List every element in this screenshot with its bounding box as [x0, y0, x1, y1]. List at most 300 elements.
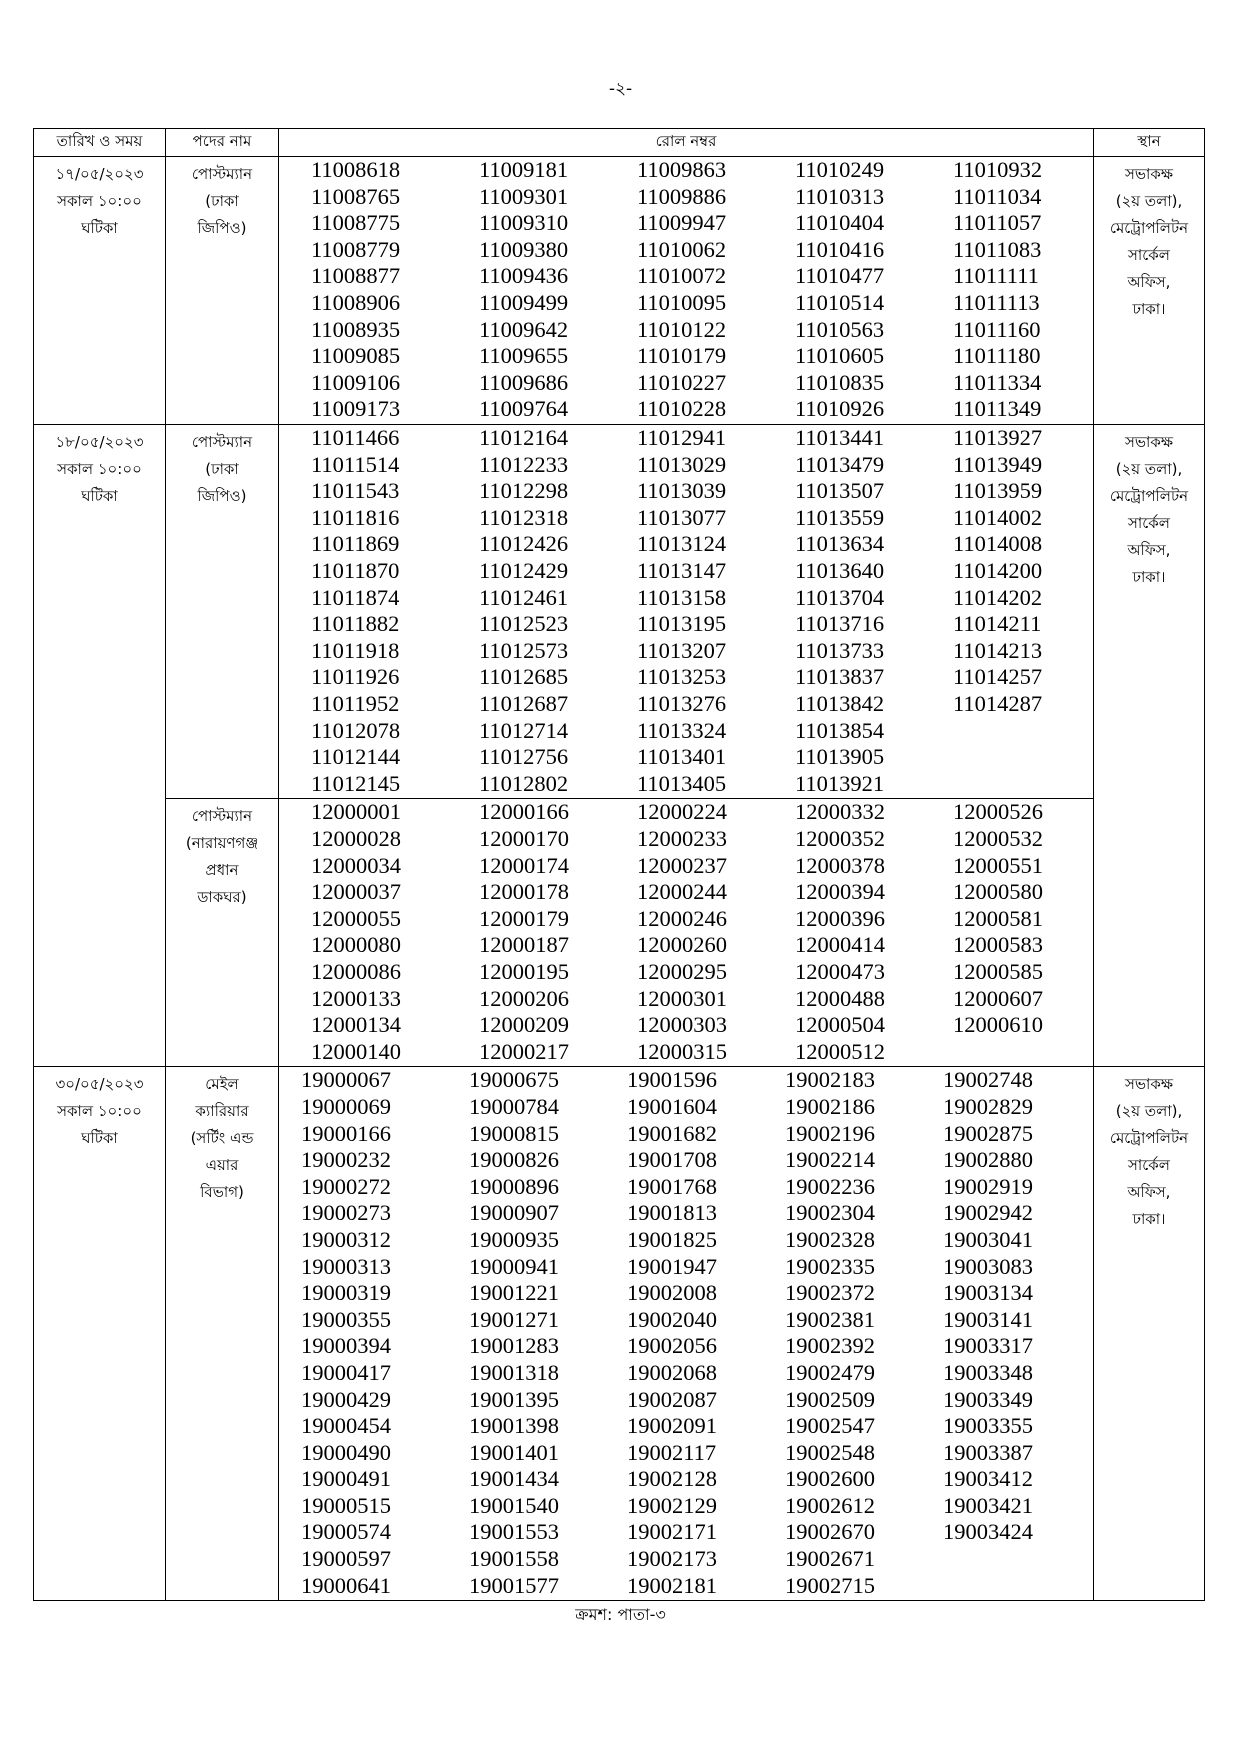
roll-number: 19002748: [943, 1067, 1033, 1093]
roll-number: 19002181: [627, 1572, 717, 1598]
roll-column: [311, 799, 401, 1065]
roll-number: 11010095: [637, 289, 727, 315]
roll-number: 19000232: [301, 1147, 391, 1173]
exam-time-unit: ঘটিকা: [81, 219, 118, 237]
roll-number: 12000233: [637, 825, 727, 851]
roll-number: 19001682: [627, 1120, 717, 1146]
venue-line: মেট্রোপলিটন: [1109, 1129, 1189, 1148]
roll-number: 11008906: [311, 289, 401, 315]
roll-number: 11009499: [479, 289, 569, 315]
roll-number: 12000133: [311, 985, 401, 1011]
roll-number: 11012145: [311, 770, 401, 796]
roll-number: 11008618: [311, 157, 401, 182]
header-roll-number: রোল নম্বর: [279, 129, 1094, 157]
roll-number: 19002186: [785, 1093, 875, 1119]
roll-number: 11014213: [953, 637, 1043, 663]
post-name-cell: [166, 1067, 279, 1601]
roll-number: 12000080: [311, 932, 401, 958]
roll-number: 11011874: [311, 584, 400, 610]
roll-number: 19001825: [627, 1226, 717, 1252]
roll-number: 11012318: [479, 504, 569, 530]
roll-number: 11010404: [795, 210, 885, 236]
roll-column: [479, 425, 568, 797]
roll-number: 19001434: [469, 1466, 559, 1492]
page-number: -২-: [608, 79, 633, 99]
exam-date: ৩০/০৫/২০২৩: [55, 1075, 144, 1094]
roll-number: 12000170: [479, 825, 569, 851]
roll-number: 11009436: [479, 263, 569, 289]
roll-number: 19002091: [627, 1413, 717, 1439]
roll-number: 19002128: [627, 1466, 717, 1492]
roll-number: 11012685: [479, 664, 569, 690]
roll-number: 12000166: [479, 799, 569, 825]
roll-number: 11013640: [795, 557, 885, 583]
roll-number: 19000597: [301, 1546, 391, 1572]
venue-line: সভাকক্ষ: [1124, 165, 1174, 183]
roll-number: 11010062: [637, 236, 727, 262]
roll-number: 19003349: [943, 1386, 1033, 1412]
roll-number: 12000055: [311, 905, 401, 931]
roll-number: 19003348: [943, 1359, 1033, 1385]
venue-line: সভাকক্ষ: [1124, 433, 1174, 451]
header-post-name: পদের নাম: [166, 129, 279, 157]
venue-line: ঢাকা।: [1132, 1210, 1166, 1229]
exam-time-unit: ঘটিকা: [81, 1129, 118, 1148]
roll-number: 19002875: [943, 1120, 1033, 1146]
roll-number: 19000272: [301, 1173, 391, 1199]
roll-number: 19001395: [469, 1386, 559, 1412]
table-row: [34, 425, 1205, 799]
roll-number: 11011334: [953, 369, 1042, 395]
post-name-line: ক্যারিয়ার: [195, 1102, 249, 1121]
roll-number: 11011111: [953, 263, 1039, 289]
roll-number: 12000332: [795, 799, 885, 825]
roll-number: 19000319: [301, 1280, 391, 1306]
roll-number: 11010477: [795, 263, 885, 289]
roll-number: 11013959: [953, 478, 1043, 504]
roll-number: 11013124: [637, 531, 727, 557]
roll-number: 19001318: [469, 1359, 559, 1385]
roll-number: 11011466: [311, 425, 400, 450]
exam-time-unit: ঘটিকা: [81, 487, 118, 505]
roll-number: 19000355: [301, 1306, 391, 1332]
roll-number: 11009181: [479, 157, 569, 182]
roll-number: 19000907: [469, 1200, 559, 1226]
venue-line: (২য় তলা),: [1115, 192, 1183, 210]
roll-number: 19002612: [785, 1492, 875, 1518]
roll-number: 19000313: [301, 1253, 391, 1279]
roll-number: 12000179: [479, 905, 569, 931]
roll-number: 11013276: [637, 690, 727, 716]
roll-number: 11009886: [637, 183, 727, 209]
roll-number: 19001401: [469, 1439, 559, 1465]
roll-number: 19000784: [469, 1093, 559, 1119]
roll-number: 12000512: [795, 1038, 885, 1064]
post-name-cell: [166, 799, 279, 1067]
roll-number: 11009686: [479, 369, 569, 395]
roll-column: [301, 1067, 391, 1599]
roll-number: 11013854: [795, 717, 885, 743]
roll-column: [479, 157, 568, 423]
venue-line: অফিস,: [1127, 273, 1171, 291]
roll-numbers-cell: [279, 157, 1094, 425]
roll-number: 11014202: [953, 584, 1043, 610]
venue-line: সার্কেল: [1128, 514, 1170, 532]
roll-column: [627, 1067, 717, 1599]
roll-number: 11013158: [637, 584, 727, 610]
post-name-line: ডাকঘর): [197, 888, 247, 907]
roll-number: 19002880: [943, 1147, 1033, 1173]
roll-number: 11013949: [953, 451, 1043, 477]
roll-number: 11013441: [795, 425, 885, 450]
roll-number: 19000454: [301, 1413, 391, 1439]
roll-number: 11013905: [795, 744, 885, 770]
roll-number: 19003412: [943, 1466, 1033, 1492]
roll-number: 19000429: [301, 1386, 391, 1412]
roll-number: 11012523: [479, 611, 569, 637]
roll-number: 11008779: [311, 236, 401, 262]
roll-number: 19000491: [301, 1466, 391, 1492]
roll-number: 12000488: [795, 985, 885, 1011]
roll-number: 19001221: [469, 1280, 559, 1306]
roll-column: [953, 157, 1042, 423]
roll-number: 19001813: [627, 1200, 717, 1226]
roll-number: 19003424: [943, 1519, 1033, 1545]
roll-number: 11013207: [637, 637, 727, 663]
roll-number: 11010122: [637, 316, 727, 342]
roll-column: [785, 1067, 875, 1599]
continuation-note: ক্রমশ: পাতা-৩: [575, 1605, 666, 1624]
post-name-cell: [166, 425, 279, 799]
roll-number: 19002056: [627, 1333, 717, 1359]
roll-number: 19002304: [785, 1200, 875, 1226]
roll-number: 11010416: [795, 236, 885, 262]
roll-number: 12000028: [311, 825, 401, 851]
roll-number: 11012078: [311, 717, 401, 743]
roll-number: 12000526: [953, 799, 1043, 825]
post-name-line: প্রধান: [205, 861, 239, 880]
roll-column: [795, 799, 885, 1065]
roll-number: 19000394: [301, 1333, 391, 1359]
roll-number: 11010563: [795, 316, 885, 342]
table-row: [34, 799, 1205, 1067]
roll-number: 11014008: [953, 531, 1043, 557]
venue-line: সার্কেল: [1128, 1156, 1170, 1175]
roll-number: 12000315: [637, 1038, 727, 1064]
roll-number: 11010605: [795, 343, 885, 369]
roll-number: 19002942: [943, 1200, 1033, 1226]
roll-number: 11009380: [479, 236, 569, 262]
roll-number: 12000037: [311, 879, 401, 905]
roll-number: 11011180: [953, 343, 1041, 369]
roll-number: 11014287: [953, 690, 1043, 716]
roll-number: 11013039: [637, 478, 727, 504]
roll-number: 12000244: [637, 879, 727, 905]
roll-number: 11008775: [311, 210, 401, 236]
roll-column: [953, 799, 1043, 1038]
roll-number: 11008877: [311, 263, 401, 289]
roll-number: 11010514: [795, 289, 885, 315]
venue-line: সার্কেল: [1128, 246, 1170, 264]
roll-number: 19002600: [785, 1466, 875, 1492]
roll-number: 11014200: [953, 557, 1043, 583]
roll-number: 11013401: [637, 744, 727, 770]
roll-number: 19002068: [627, 1359, 717, 1385]
roll-number: 11010179: [637, 343, 727, 369]
roll-number: 11009085: [311, 343, 401, 369]
roll-number: 19001540: [469, 1492, 559, 1518]
exam-time: সকাল ১০:০০: [57, 460, 142, 478]
roll-column: [311, 157, 400, 423]
roll-grid: [279, 799, 1093, 1066]
roll-number: 11011870: [311, 557, 400, 583]
roll-number: 12000001: [311, 799, 401, 825]
roll-column: [637, 425, 726, 797]
post-name-cell: [166, 157, 279, 425]
roll-number: 11011543: [311, 478, 400, 504]
roll-column: [637, 157, 726, 423]
post-name-line: পোস্টম্যান: [191, 165, 253, 183]
roll-number: 11012461: [479, 584, 569, 610]
roll-number: 11011034: [953, 183, 1042, 209]
header-date-time: তারিখ ও সময়: [34, 129, 166, 157]
roll-number: 12000195: [479, 958, 569, 984]
roll-number: 11012802: [479, 770, 569, 796]
roll-number: 19003355: [943, 1413, 1033, 1439]
venue-cell: [1094, 1067, 1205, 1601]
roll-number: 19002171: [627, 1519, 717, 1545]
venue-line: (২য় তলা),: [1115, 1102, 1183, 1121]
roll-numbers-cell: [279, 425, 1094, 799]
roll-number: 19001596: [627, 1067, 717, 1093]
roll-number: 11013479: [795, 451, 885, 477]
roll-number: 19002214: [785, 1147, 875, 1173]
roll-number: 11009655: [479, 343, 569, 369]
roll-number: 11010926: [795, 396, 885, 422]
roll-number: 11012941: [637, 425, 727, 450]
roll-number: 19002829: [943, 1093, 1033, 1119]
roll-number: 11013921: [795, 770, 885, 796]
roll-column: [943, 1067, 1033, 1546]
roll-number: 12000394: [795, 879, 885, 905]
roll-numbers-cell: [279, 799, 1094, 1067]
roll-number: 12000295: [637, 958, 727, 984]
roll-number: 11011869: [311, 531, 400, 557]
roll-number: 12000224: [637, 799, 727, 825]
roll-number: 12000378: [795, 852, 885, 878]
roll-column: [479, 799, 569, 1065]
roll-number: 19002547: [785, 1413, 875, 1439]
roll-number: 12000301: [637, 985, 727, 1011]
roll-number: 19000815: [469, 1120, 559, 1146]
roll-grid: [279, 157, 1093, 424]
roll-number: 11009173: [311, 396, 401, 422]
roll-number: 19002671: [785, 1546, 875, 1572]
post-name-line: মেইল: [205, 1075, 239, 1094]
roll-number: 11013077: [637, 504, 727, 530]
roll-number: 11013324: [637, 717, 727, 743]
venue-line: মেট্রোপলিটন: [1109, 219, 1189, 237]
roll-number: 11009764: [479, 396, 569, 422]
roll-numbers-cell: [279, 1067, 1094, 1601]
roll-number: 11012298: [479, 478, 569, 504]
venue-line: ঢাকা।: [1132, 300, 1166, 318]
roll-number: 12000473: [795, 958, 885, 984]
header-venue: স্থান: [1094, 129, 1205, 157]
roll-number: 12000583: [953, 932, 1043, 958]
venue-cell: [1094, 425, 1205, 1067]
exam-date: ১৭/০৫/২০২৩: [55, 165, 144, 183]
venue-line: অফিস,: [1127, 541, 1171, 559]
roll-number: 19001271: [469, 1306, 559, 1332]
roll-number: 19003421: [943, 1492, 1033, 1518]
roll-number: 19000069: [301, 1093, 391, 1119]
roll-number: 12000260: [637, 932, 727, 958]
roll-number: 11010228: [637, 396, 727, 422]
exam-time: সকাল ১০:০০: [57, 192, 142, 210]
roll-number: 11013927: [953, 425, 1043, 450]
roll-number: 19002670: [785, 1519, 875, 1545]
roll-number: 19003141: [943, 1306, 1033, 1332]
roll-number: 19002919: [943, 1173, 1033, 1199]
roll-number: 11013842: [795, 690, 885, 716]
roll-number: 12000607: [953, 985, 1043, 1011]
date-time-cell: [34, 425, 166, 1067]
roll-number: 19002381: [785, 1306, 875, 1332]
post-name-line: পোস্টম্যান: [191, 433, 253, 451]
post-name-line: (নারায়ণগঞ্জ: [185, 834, 259, 853]
table-header-row: [34, 129, 1205, 157]
roll-column: [311, 425, 400, 797]
roll-number: 19002129: [627, 1492, 717, 1518]
roll-number: 19001947: [627, 1253, 717, 1279]
roll-number: 12000396: [795, 905, 885, 931]
roll-number: 11012164: [479, 425, 569, 450]
roll-number: 19001283: [469, 1333, 559, 1359]
roll-number: 19000490: [301, 1439, 391, 1465]
roll-number: 11013507: [795, 478, 885, 504]
roll-number: 11009106: [311, 369, 401, 395]
roll-number: 12000246: [637, 905, 727, 931]
roll-number: 11012756: [479, 744, 569, 770]
roll-number: 19000574: [301, 1519, 391, 1545]
roll-number: 19001768: [627, 1173, 717, 1199]
roll-number: 19000166: [301, 1120, 391, 1146]
roll-number: 19001553: [469, 1519, 559, 1545]
roll-number: 19000896: [469, 1173, 559, 1199]
roll-number: 11010072: [637, 263, 727, 289]
roll-number: 19002196: [785, 1120, 875, 1146]
roll-number: 12000174: [479, 852, 569, 878]
roll-number: 19000273: [301, 1200, 391, 1226]
roll-number: 12000581: [953, 905, 1043, 931]
roll-number: 19003387: [943, 1439, 1033, 1465]
table-row: [34, 157, 1205, 425]
post-name-line: পোস্টম্যান: [191, 807, 253, 826]
roll-number: 19001604: [627, 1093, 717, 1119]
roll-column: [469, 1067, 559, 1599]
roll-number: 19002040: [627, 1306, 717, 1332]
roll-number: 11009642: [479, 316, 569, 342]
roll-number: 12000504: [795, 1012, 885, 1038]
post-name-line: জিপিও): [197, 219, 247, 237]
exam-date: ১৮/০৫/২০২৩: [55, 433, 144, 451]
venue-line: অফিস,: [1127, 1183, 1171, 1202]
roll-number: 12000303: [637, 1012, 727, 1038]
roll-number: 19002509: [785, 1386, 875, 1412]
roll-number: 11013716: [795, 611, 885, 637]
roll-number: 12000610: [953, 1012, 1043, 1038]
roll-number: 11012429: [479, 557, 569, 583]
post-name-line: এয়ার: [205, 1156, 239, 1175]
roll-number: 12000034: [311, 852, 401, 878]
roll-number: 19001558: [469, 1546, 559, 1572]
roll-number: 12000140: [311, 1038, 401, 1064]
roll-number: 19003083: [943, 1253, 1033, 1279]
roll-number: 19002183: [785, 1067, 875, 1093]
roll-number: 12000580: [953, 879, 1043, 905]
roll-number: 19002117: [627, 1439, 717, 1465]
roll-number: 11011882: [311, 611, 400, 637]
roll-number: 11013634: [795, 531, 885, 557]
roll-number: 11010932: [953, 157, 1043, 182]
roll-number: 11013405: [637, 770, 727, 796]
roll-number: 12000206: [479, 985, 569, 1011]
roll-number: 11008765: [311, 183, 401, 209]
roll-column: [637, 799, 727, 1065]
roll-grid: [279, 425, 1093, 798]
roll-number: 11011057: [953, 210, 1042, 236]
roll-number: 19001708: [627, 1147, 717, 1173]
roll-number: 11011349: [953, 396, 1042, 422]
roll-number: 11012426: [479, 531, 569, 557]
roll-number: 11011160: [953, 316, 1041, 342]
post-name-line: বিভাগ): [200, 1183, 244, 1202]
roll-number: 11014002: [953, 504, 1043, 530]
roll-number: 19000515: [301, 1492, 391, 1518]
venue-line: মেট্রোপলিটন: [1109, 487, 1189, 505]
roll-number: 19000641: [301, 1572, 391, 1598]
roll-number: 11010313: [795, 183, 885, 209]
roll-number: 12000551: [953, 852, 1043, 878]
post-name-line: জিপিও): [197, 487, 247, 505]
roll-number: 11008935: [311, 316, 401, 342]
roll-number: 12000585: [953, 958, 1043, 984]
roll-number: 12000209: [479, 1012, 569, 1038]
roll-number: 11012687: [479, 690, 569, 716]
roll-number: 11011926: [311, 664, 400, 690]
roll-number: 11011918: [311, 637, 400, 663]
roll-number: 11009863: [637, 157, 727, 182]
roll-number: 11014257: [953, 664, 1043, 690]
roll-number: 12000217: [479, 1038, 569, 1064]
roll-number: 12000414: [795, 932, 885, 958]
roll-number: 11013147: [637, 557, 727, 583]
roll-number: 11013733: [795, 637, 885, 663]
table-row: [34, 1067, 1205, 1601]
roll-number: 19002548: [785, 1439, 875, 1465]
roll-number: 19002087: [627, 1386, 717, 1412]
roll-number: 19002392: [785, 1333, 875, 1359]
roll-number: 11013837: [795, 664, 885, 690]
roll-number: 11013029: [637, 451, 727, 477]
venue-line: (২য় তলা),: [1115, 460, 1183, 478]
roll-column: [795, 157, 884, 423]
roll-number: 19001398: [469, 1413, 559, 1439]
roll-number: 19000941: [469, 1253, 559, 1279]
roll-number: 11011816: [311, 504, 400, 530]
roll-number: 12000178: [479, 879, 569, 905]
